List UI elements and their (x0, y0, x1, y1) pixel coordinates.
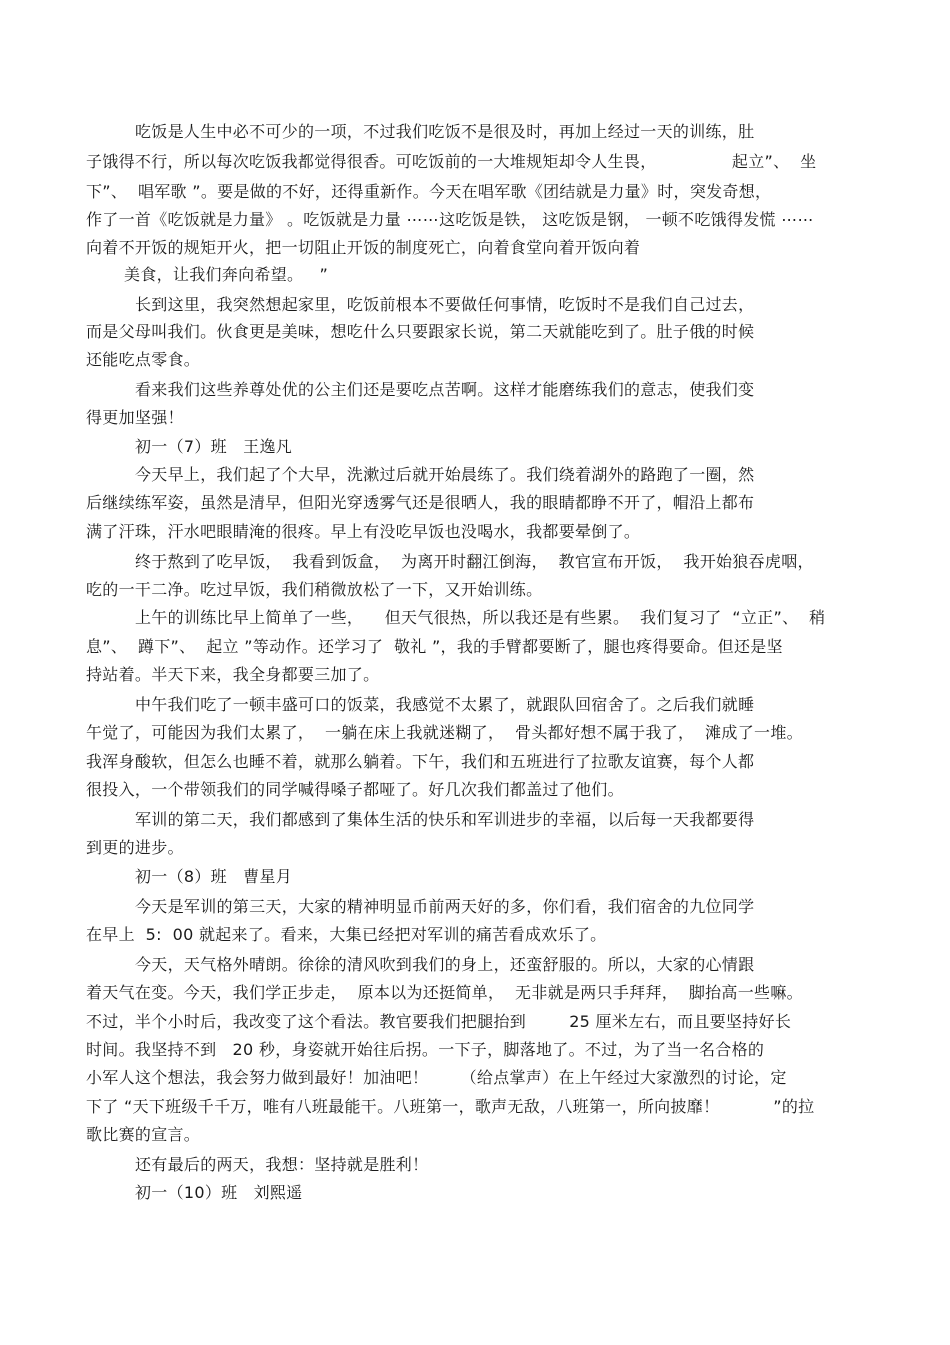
section-signature: 初一（8）班 曹星月 (135, 867, 293, 886)
text-line: 而是父母叫我们。伙食更是美味，想吃什么只要跟家长说，第二天就能吃到了。肚子俄的时候 (86, 322, 755, 341)
text-line: 长到这里，我突然想起家里，吃饭前根本不要做任何事情，吃饭时不是我们自己过去， (135, 295, 755, 314)
text-line: 向着不开饭的规矩开火，把一切阻止开饭的制度死亡，向着食堂向着开饭向着 (86, 238, 641, 257)
text-line: 得更加坚强！ (86, 408, 184, 427)
text-line: 美食，让我们奔向希望。 ” (124, 265, 329, 284)
text-line: 还有最后的两天，我想：坚持就是胜利！ (135, 1155, 429, 1174)
text-line: 在早上 5: 00 就起来了。看来，大集已经把对军训的痛苦看成欢乐了。 (86, 925, 607, 944)
text-line: 今天是军训的第三天，大家的精神明显币前两天好的多，你们看，我们宿舍的九位同学 (135, 897, 755, 916)
text-line: 时间。我坚持不到 20 秒，身姿就开始往后拐。一下子，脚落地了。不过，为了当一名合格的 (86, 1040, 765, 1059)
text-line: 还能吃点零食。 (86, 350, 201, 369)
text-line: 今天早上，我们起了个大早，洗漱过后就开始晨练了。我们绕着湖外的路跑了一圈，然 (135, 465, 755, 484)
text-line: 不过，半个小时后，我改变了这个看法。教官要我们把腿抬到 25 厘米左右，而且要坚持好长 (86, 1012, 792, 1031)
section-signature: 初一（10）班 刘熙遥 (135, 1183, 303, 1202)
text-line: 吃饭是人生中必不可少的一项，不过我们吃饭不是很及时，再加上经过一天的训练，肚 (135, 122, 755, 141)
text-line: 满了汗珠，汗水吧眼睛淹的很疼。早上有没吃早饭也没喝水，我都要晕倒了。 (86, 522, 641, 541)
text-line: 作了一首《吃饭就是力量》 。吃饭就是力量 ⋯⋯这吃饭是铁， 这吃饭是钢， 一顿不吃饿得发慌 ⋯⋯ (86, 210, 814, 229)
text-line: 着天气在变。今天，我们学正步走， 原本以为还挺简单， 无非就是两只手拜拜， 脚抬高一些嘛。 (86, 983, 803, 1002)
text-line: 息”、 蹲下”、 起立 ”等动作。还学习了 敬礼 ”，我的手臂都要断了，腿也疼得要命。但还是坚 (86, 637, 783, 656)
text-line: 后继续练军姿，虽然是清早，但阳光穿透雾气还是很晒人，我的眼睛都睁不开了，帽沿上都布 (86, 493, 755, 512)
text-line: 持站着。半天下来，我全身都要三加了。 (86, 665, 380, 684)
text-line: 下了 “天下班级千千万，唯有八班最能干。八班第一，歌声无敌，八班第一，所向披靡！ ”的拉 (86, 1097, 815, 1116)
text-line: 终于熬到了吃早饭， 我看到饭盒， 为离开时翻江倒海， 教官宣布开饭， 我开始狼吞虎咽， (135, 552, 814, 571)
text-line: 下”、 唱军歌 ”。要是做的不好，还得重新作。今天在唱军歌《团结就是力量》时，突发奇想， (86, 182, 772, 201)
text-line: 今天，天气格外晴朗。徐徐的清风吹到我们的身上，还蛮舒服的。所以，大家的心情跟 (135, 955, 755, 974)
text-line: 看来我们这些养尊处优的公主们还是要吃点苦啊。这样才能磨练我们的意志，使我们变 (135, 380, 755, 399)
text-line: 到更的进步。 (86, 838, 184, 857)
text-line: 上午的训练比早上简单了一些， 但天气很热，所以我还是有些累。 我们复习了 “立正”、 稍 (135, 608, 826, 627)
text-line: 子饿得不行，所以每次吃饭我都觉得很香。可吃饭前的一大堆规矩却令人生畏， 起立”、 坐 (86, 152, 817, 171)
text-line: 吃的一干二净。吃过早饭，我们稍微放松了一下，又开始训练。 (86, 580, 543, 599)
section-signature: 初一（7）班 王逸凡 (135, 437, 293, 456)
text-line: 很投入，一个带领我们的同学喊得嗓子都哑了。好几次我们都盖过了他们。 (86, 780, 624, 799)
text-line: 歌比赛的宣言。 (86, 1125, 201, 1144)
text-line: 小军人这个想法，我会努力做到最好！加油吧！ （给点掌声）在上午经过大家激烈的讨论，定 (86, 1068, 787, 1087)
text-line: 我浑身酸软，但怎么也睡不着，就那么躺着。下午，我们和五班进行了拉歌友谊赛，每个人都 (86, 752, 755, 771)
text-line: 军训的第二天，我们都感到了集体生活的快乐和军训进步的幸福，以后每一天我都要得 (135, 810, 755, 829)
text-line: 午觉了，可能因为我们太累了， 一躺在床上我就迷糊了， 骨头都好想不属于我了， 滩成了一堆。 (86, 723, 803, 742)
text-line: 中午我们吃了一顿丰盛可口的饭菜，我感觉不太累了，就跟队回宿舍了。之后我们就睡 (135, 695, 755, 714)
